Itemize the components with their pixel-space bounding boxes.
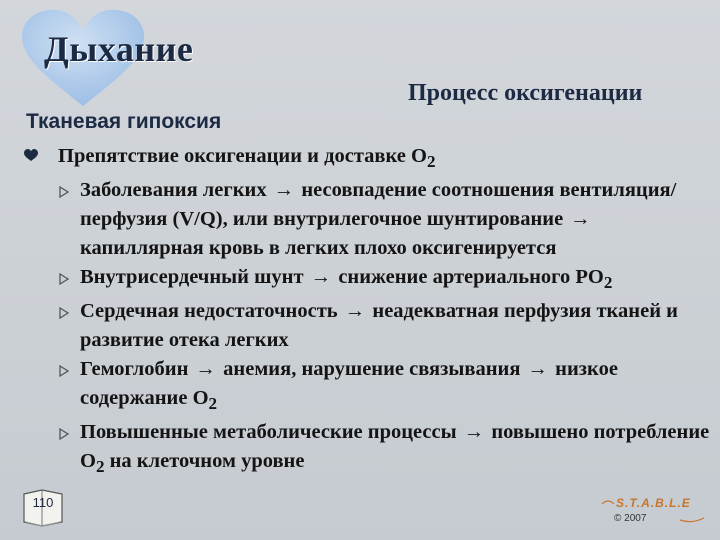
main-bullet-text: Препятствие оксигенации и доставке O [58, 145, 427, 167]
sub-bullet-5-subscript: 2 [95, 457, 105, 477]
sub-bullet-2 [20, 263, 716, 297]
slide-subtitle: Процесс оксигенации [408, 80, 643, 106]
arrow-bullet-icon [58, 365, 70, 377]
arrow-icon: → [570, 208, 591, 231]
logo-text: S.T.A.B.L.E [616, 496, 691, 510]
arrow-icon: → [463, 421, 485, 444]
sub-bullet-2-part-2: снижение артериального PO [338, 266, 604, 289]
sub-bullet-1-part-1: Заболевания легких [80, 179, 267, 202]
slide-title: Дыхание [44, 29, 194, 69]
logo-year: © 2007 [614, 513, 647, 524]
sub-bullet-4 [20, 355, 716, 418]
sub-bullet-4-part-1: Гемоглобин [80, 358, 189, 381]
sub-bullet-3-part-1: Сердечная недостаточность [80, 300, 338, 323]
arrow-icon: → [527, 358, 549, 381]
sub-bullet-1-part-2: несовпадение соотношения вентиляция/перфузия (V/Q), или внутрилегочное шунтирование [80, 179, 677, 231]
arrow-bullet-icon [58, 307, 70, 319]
sub-bullet-5-tail: на клеточном уровне [104, 450, 305, 473]
sub-bullet-4-part-3: низкое содержание O [80, 358, 618, 410]
sub-bullet-5 [20, 418, 716, 481]
main-bullet-subscript: 2 [426, 152, 436, 172]
bullet-list [20, 142, 716, 481]
arrow-bullet-icon [58, 428, 70, 440]
sub-bullet-5-part-2: повышено потребление O [80, 421, 710, 473]
section-heading: Тканевая гипоксия [26, 110, 222, 133]
arrow-icon: → [310, 266, 332, 289]
arrow-bullet-icon [58, 186, 70, 198]
arrow-icon: → [273, 179, 295, 202]
arrow-bullet-icon [58, 273, 70, 285]
sub-bullet-1-part-3: капиллярная кровь в легких плохо оксигенируется [80, 237, 557, 260]
sub-bullet-4-part-2: анемия, нарушение связывания [223, 358, 521, 381]
sub-bullet-1 [20, 176, 716, 263]
sub-bullet-2-subscript: 2 [603, 273, 613, 293]
sub-bullet-4-subscript: 2 [208, 394, 218, 414]
page-number: 110 [32, 495, 54, 510]
sub-bullet-5-part-1: Повышенные метаболические процессы [80, 421, 457, 444]
heart-icon [24, 149, 38, 162]
sub-bullet-3 [20, 297, 716, 355]
sub-bullet-2-part-1: Внутрисердечный шунт [80, 266, 304, 289]
sub-bullet-3-part-2: неадекватная перфузия тканей и развитие отека легких [80, 300, 678, 352]
arrow-icon: → [344, 300, 366, 323]
arrow-icon: → [195, 358, 217, 381]
main-bullet [20, 142, 716, 176]
